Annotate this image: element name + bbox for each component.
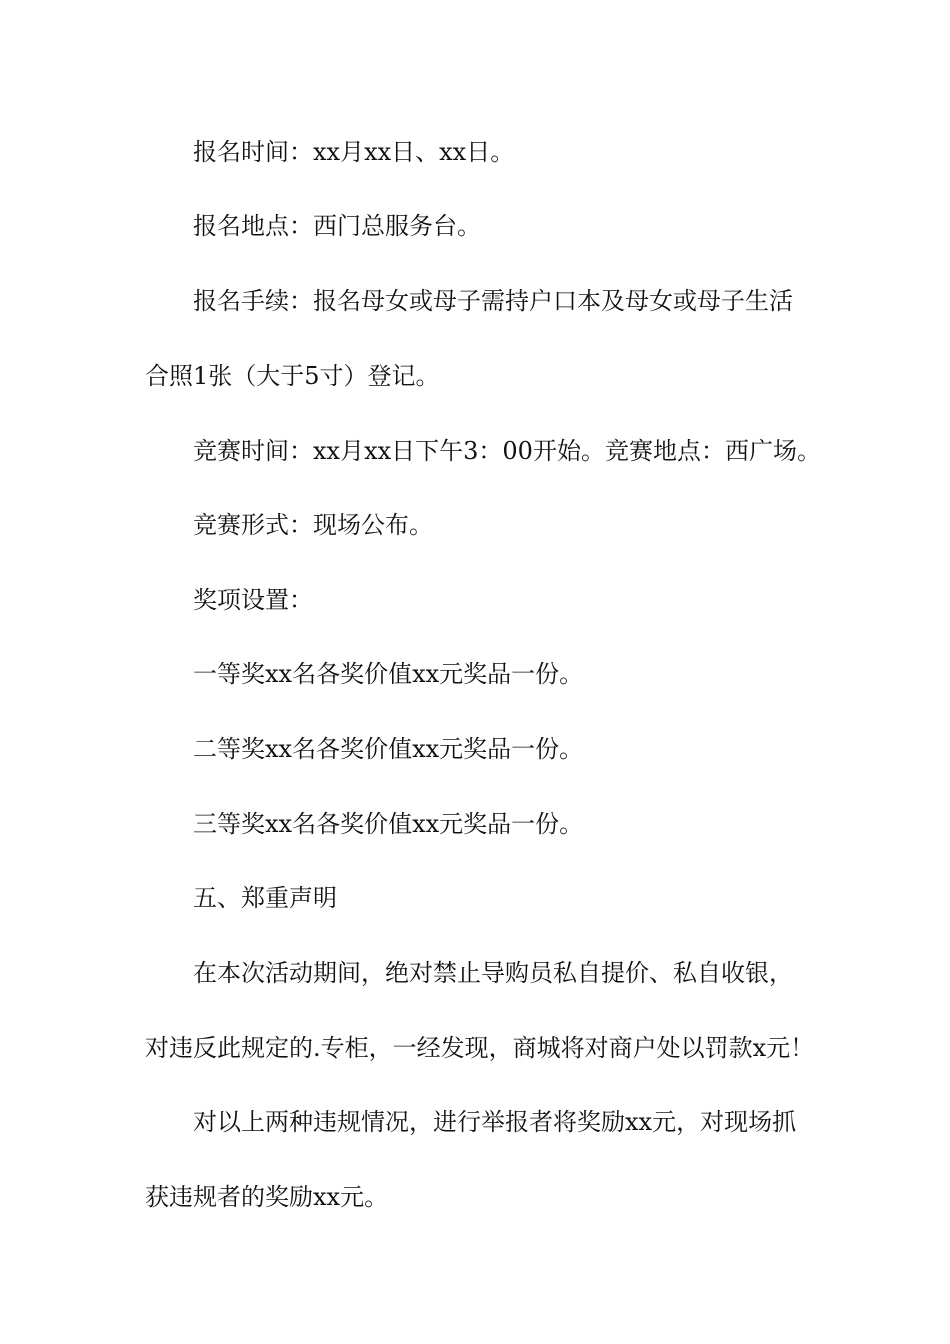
section-heading-declaration: 五、郑重声明	[193, 884, 337, 912]
registration-procedure-line-2: 合照1张（大于5寸）登记。	[145, 362, 440, 390]
third-prize: 三等奖xx名各奖价值xx元奖品一份。	[193, 810, 584, 838]
declaration-line-2: 对违反此规定的.专柜，一经发现，商城将对商户处以罚款x元！	[145, 1034, 815, 1062]
competition-format: 竞赛形式：现场公布。	[193, 511, 433, 539]
second-prize: 二等奖xx名各奖价值xx元奖品一份。	[193, 735, 584, 763]
reward-line-1: 对以上两种违规情况，进行举报者将奖励xx元，对现场抓	[193, 1108, 797, 1136]
first-prize: 一等奖xx名各奖价值xx元奖品一份。	[193, 660, 584, 688]
registration-location: 报名地点：西门总服务台。	[193, 212, 481, 240]
awards-heading: 奖项设置：	[193, 586, 313, 614]
competition-time-location: 竞赛时间：xx月xx日下午3：00开始。竞赛地点：西广场。	[193, 437, 821, 465]
registration-time: 报名时间：xx月xx日、xx日。	[193, 138, 515, 166]
registration-procedure-line-1: 报名手续：报名母女或母子需持户口本及母女或母子生活	[193, 287, 793, 315]
declaration-line-1: 在本次活动期间，绝对禁止导购员私自提价、私自收银，	[193, 959, 793, 987]
reward-line-2: 获违规者的奖励xx元。	[145, 1183, 389, 1211]
